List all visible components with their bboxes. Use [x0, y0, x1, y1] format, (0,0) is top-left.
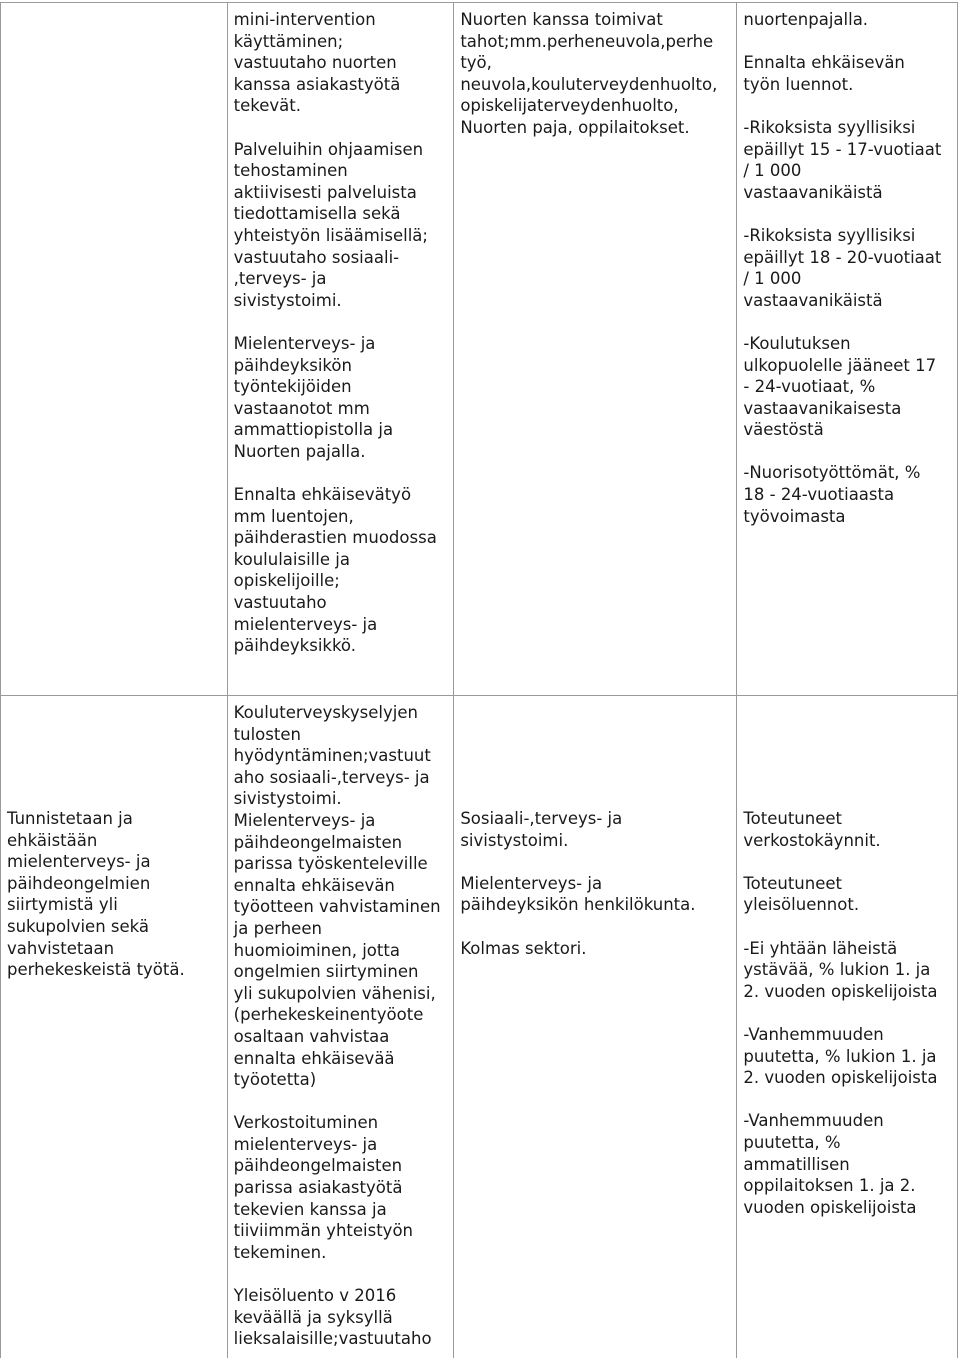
goal-cell — [1, 696, 228, 1359]
actions-cell — [227, 696, 454, 1359]
responsible-cell — [454, 3, 737, 696]
cell-paragraph: Toteutuneet yleisöluennot. — [743, 873, 860, 915]
cell-paragraph: Mielenterveys- ja päihdeongelmaisten parissa työskenteleville ennalta ehkäisevän työotteen vahvistaminen ja perheen huomioiminen, jotta ongelmien siirtyminen yli sukupolvien vähenisi, (perhekeskeinentyöote osaltaan vahvistaa ennalta ehkäisevää työotetta) — [233, 810, 441, 1090]
cell-paragraph: -Koulutuksen ulkopuolelle jääneet 17 - 24-vuotiaat, % vastaavanikaisesta väestöstä — [743, 333, 937, 440]
cell-paragraph: -Ei yhtään läheistä ystävää, % lukion 1. ja 2. vuoden opiskelijoista — [743, 938, 938, 1001]
cell-paragraph: Mielenterveys- ja päihdeyksikön työntekijöiden vastaanotot mm ammattiopistolla ja Nuorten pajalla. — [233, 333, 394, 461]
indicators-cell — [737, 3, 958, 696]
cell-paragraph: Verkostoituminen mielenterveys- ja päihdeongelmaisten parissa asiakastyötä tekevien kanssa ja tiiviimmän yhteistyön tekeminen. — [233, 1113, 413, 1262]
cell-paragraph: Kouluterveyskyselyjen tulosten hyödyntäminen;vastuut aho sosiaali-,terveys- ja sivistystoimi. — [233, 703, 431, 809]
cell-paragraph: nuortenpajalla. — [743, 10, 869, 29]
cell-paragraph: Sosiaali-,terveys- ja sivistystoimi. — [460, 809, 623, 850]
cell-paragraph: -Rikoksista syyllisiksi epäillyt 18 - 20-vuotiaat / 1 000 vastaavanikäistä — [743, 225, 942, 310]
cell-paragraph: Ennalta ehkäisevätyö mm luentojen, päihderastien muodossa koululaisille ja opiskelijoille; vastuutaho mielenterveys- ja päihdeyksikkö. — [233, 485, 437, 656]
goal-cell — [1, 3, 228, 696]
cell-paragraph: Nuorten kanssa toimivat tahot;mm.perheneuvola,perhe työ, neuvola,kouluterveydenhuolto, opiskelijaterveydenhuolto, Nuorten paja, oppilaitokset. — [460, 10, 718, 137]
cell-paragraph: Toteutuneet verkostokäynnit. — [743, 809, 881, 850]
cell-paragraph: -Vanhemmuuden puutetta, % lukion 1. ja 2. vuoden opiskelijoista — [743, 1024, 938, 1088]
responsible-cell — [454, 696, 737, 1359]
cell-paragraph: Yleisöluento v 2016 keväällä ja syksyllä lieksalaisille;vastuutaho — [233, 1286, 432, 1349]
cell-paragraph: -Vanhemmuuden puutetta, % ammatillisen oppilaitoksen 1. ja 2. vuoden opiskelijoista — [743, 1111, 917, 1217]
cell-paragraph: Tunnistetaan ja ehkäistään mielenterveys- ja päihdeongelmien siirtymistä yli sukupolvien sekä vahvistetaan perhekeskeistä työtä. — [7, 809, 185, 980]
cell-paragraph: Mielenterveys- ja päihdeyksikön henkilökunta. — [460, 873, 696, 915]
cell-paragraph: -Rikoksista syyllisiksi epäillyt 15 - 17-vuotiaat / 1 000 vastaavanikäistä — [743, 117, 942, 202]
cell-paragraph: -Nuorisotyöttömät, % 18 - 24-vuotiaasta työvoimasta — [743, 463, 921, 526]
table-row — [1, 696, 958, 1359]
cell-paragraph: Ennalta ehkäisevän työn luennot. — [743, 53, 905, 94]
cell-paragraph: Kolmas sektori. — [460, 938, 587, 958]
actions-cell — [227, 3, 454, 696]
cell-paragraph: mini-intervention käyttäminen; vastuutaho nuorten kanssa asiakastyötä tekevät. — [233, 10, 401, 116]
cell-paragraph: Palveluihin ohjaamisen tehostaminen aktiivisesti palveluista tiedottamisella sekä yhteistyön lisäämisellä; vastuutaho sosiaali- ,terveys- ja sivistystoimi. — [233, 139, 428, 310]
table-row — [1, 3, 958, 696]
plan-table — [0, 2, 958, 1358]
indicators-cell — [737, 696, 958, 1359]
